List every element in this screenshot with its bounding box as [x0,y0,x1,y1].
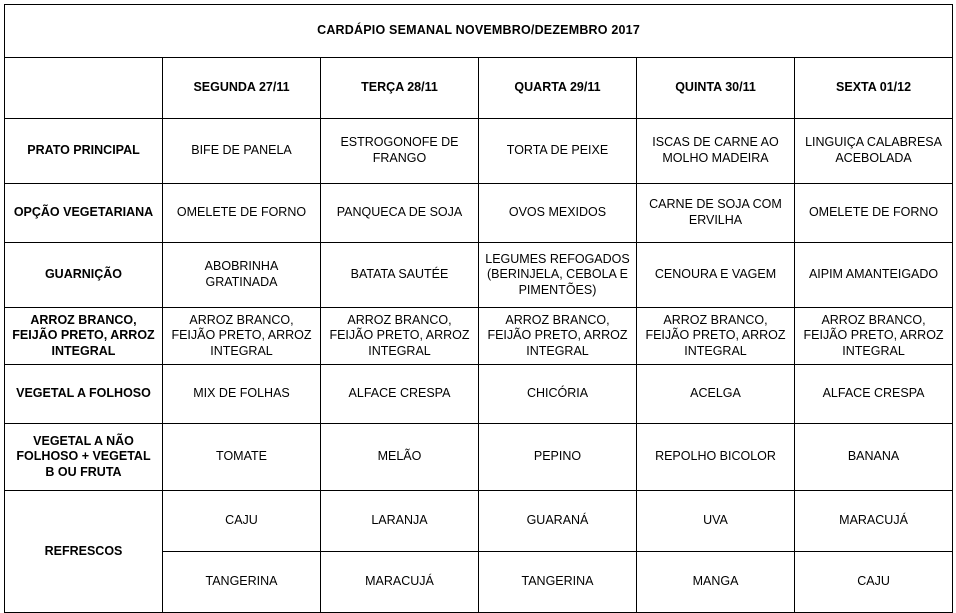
cell-naofolhoso-quarta: PEPINO [479,424,637,491]
cell-prato-quinta: ISCAS DE CARNE AO MOLHO MADEIRA [637,119,795,184]
row-label-arroz-feijao: ARROZ BRANCO, FEIJÃO PRETO, ARROZ INTEGRAL [5,308,163,365]
cell-refresco1-quarta: GUARANÁ [479,491,637,552]
day-header-segunda: SEGUNDA 27/11 [163,58,321,119]
cell-naofolhoso-terca: MELÃO [321,424,479,491]
cell-refresco1-sexta: MARACUJÁ [795,491,953,552]
cell-guarnicao-segunda: ABOBRINHA GRATINADA [163,243,321,308]
cell-refresco2-segunda: TANGERINA [163,552,321,613]
cell-naofolhoso-segunda: TOMATE [163,424,321,491]
cell-prato-sexta: LINGUIÇA CALABRESA ACEBOLADA [795,119,953,184]
row-label-vegetal-a-folhoso: VEGETAL A FOLHOSO [5,365,163,424]
cell-guarnicao-sexta: AIPIM AMANTEIGADO [795,243,953,308]
day-header-quarta: QUARTA 29/11 [479,58,637,119]
row-label-guarnicao: GUARNIÇÃO [5,243,163,308]
day-header-sexta: SEXTA 01/12 [795,58,953,119]
day-header-terca: TERÇA 28/11 [321,58,479,119]
table-row [5,491,953,552]
table-row [5,119,953,184]
cell-guarnicao-quarta: LEGUMES REFOGADOS (BERINJELA, CEBOLA E PIMENTÕES) [479,243,637,308]
table-row [5,184,953,243]
cell-arroz-terca: ARROZ BRANCO, FEIJÃO PRETO, ARROZ INTEGRAL [321,308,479,365]
table-row [5,365,953,424]
cell-prato-quarta: TORTA DE PEIXE [479,119,637,184]
cell-vegetariana-quinta: CARNE DE SOJA COM ERVILHA [637,184,795,243]
row-label-prato-principal: PRATO PRINCIPAL [5,119,163,184]
table-row [5,243,953,308]
cell-arroz-segunda: ARROZ BRANCO, FEIJÃO PRETO, ARROZ INTEGRAL [163,308,321,365]
cell-folhoso-sexta: ALFACE CRESPA [795,365,953,424]
cell-prato-segunda: BIFE DE PANELA [163,119,321,184]
cell-refresco1-segunda: CAJU [163,491,321,552]
page-title: CARDÁPIO SEMANAL NOVEMBRO/DEZEMBRO 2017 [5,5,953,58]
table-row [5,308,953,365]
row-label-vegetal-nao-folhoso: VEGETAL A NÃO FOLHOSO + VEGETAL B OU FRUTA [5,424,163,491]
weekly-menu-table [4,4,953,613]
row-label-opcao-vegetariana: OPÇÃO VEGETARIANA [5,184,163,243]
cell-refresco2-sexta: CAJU [795,552,953,613]
table-corner-cell [5,58,163,119]
cell-vegetariana-terca: PANQUECA DE SOJA [321,184,479,243]
cell-folhoso-segunda: MIX DE FOLHAS [163,365,321,424]
cell-folhoso-terca: ALFACE CRESPA [321,365,479,424]
table-row [5,424,953,491]
cell-guarnicao-quinta: CENOURA E VAGEM [637,243,795,308]
cell-folhoso-quarta: CHICÓRIA [479,365,637,424]
header-row [5,58,953,119]
cell-refresco2-quinta: MANGA [637,552,795,613]
cell-folhoso-quinta: ACELGA [637,365,795,424]
cell-guarnicao-terca: BATATA SAUTÉE [321,243,479,308]
cell-arroz-quinta: ARROZ BRANCO, FEIJÃO PRETO, ARROZ INTEGRAL [637,308,795,365]
cell-refresco1-quinta: UVA [637,491,795,552]
cell-vegetariana-sexta: OMELETE DE FORNO [795,184,953,243]
cell-vegetariana-segunda: OMELETE DE FORNO [163,184,321,243]
cell-prato-terca: ESTROGONOFE DE FRANGO [321,119,479,184]
cell-arroz-sexta: ARROZ BRANCO, FEIJÃO PRETO, ARROZ INTEGRAL [795,308,953,365]
cell-naofolhoso-sexta: BANANA [795,424,953,491]
cell-refresco1-terca: LARANJA [321,491,479,552]
title-row [5,5,953,58]
row-label-refrescos: REFRESCOS [5,491,163,613]
cell-refresco2-terca: MARACUJÁ [321,552,479,613]
cell-refresco2-quarta: TANGERINA [479,552,637,613]
cell-naofolhoso-quinta: REPOLHO BICOLOR [637,424,795,491]
cell-vegetariana-quarta: OVOS MEXIDOS [479,184,637,243]
cell-arroz-quarta: ARROZ BRANCO, FEIJÃO PRETO, ARROZ INTEGRAL [479,308,637,365]
day-header-quinta: QUINTA 30/11 [637,58,795,119]
